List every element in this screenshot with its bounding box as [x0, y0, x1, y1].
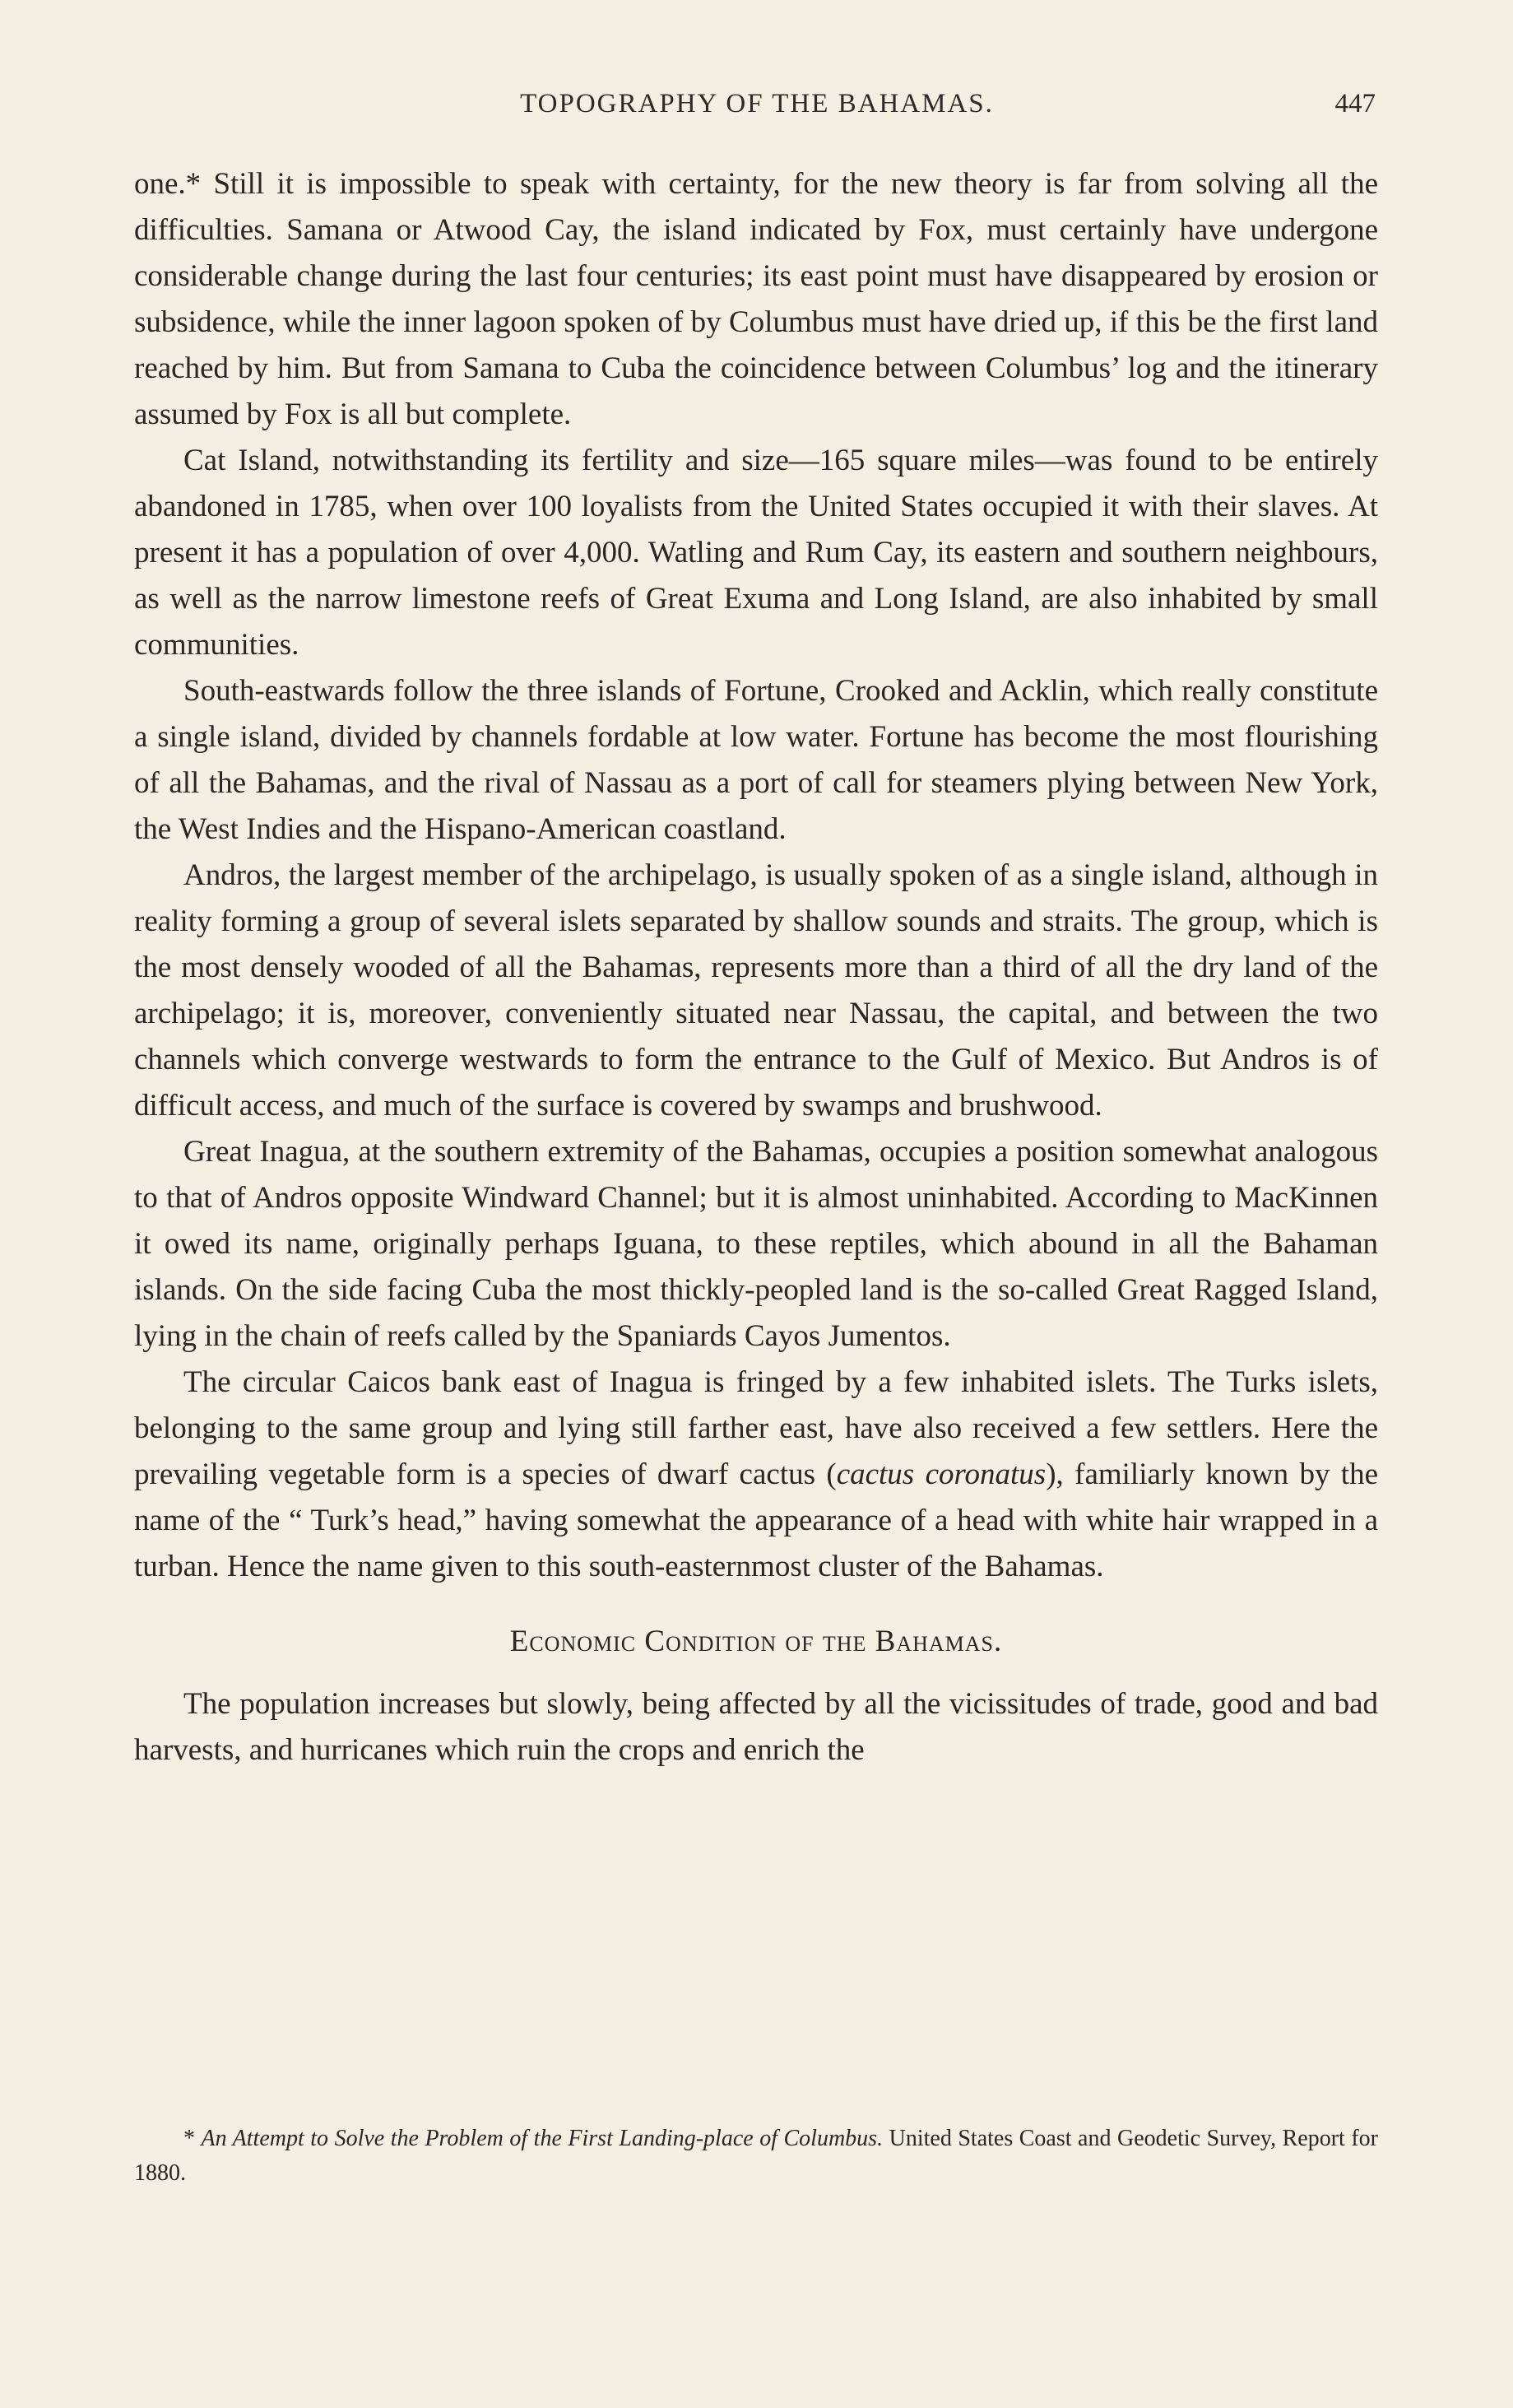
paragraph-6-before: The circular Caicos bank east of Inagua is fringed by a few inhabited islets. The Turks islets, belonging to the same group and lying still farther east, have also received a few settlers. Here the prevailing vegetable form is a species of dwarf cactus ( [134, 1365, 1378, 1491]
running-header [132, 89, 1382, 125]
paragraph-3: South-eastwards follow the three islands of Fortune, Crooked and Acklin, which really constitute a single island, divided by channels fordable at low water. Fortune has become the most flourishing of all the Bahamas, and the rival of Nassau as a port of call for steamers plying between New York, the West Indies and the Hispano-American coastland. [134, 674, 1378, 846]
paragraph-4: Andros, the largest member of the archipelago, is usually spoken of as a single island, although in reality forming a group of several islets separated by shallow sounds and straits. The group, which is the most densely wooded of all the Bahamas, represents more than a third of all the dry land of the archipelago; it is, moreover, conveniently situated near Nassau, the capital, and between the two channels which converge westwards to form the entrance to the Gulf of Mexico. But Andros is of difficult access, and much of the surface is covered by swamps and brushwood. [134, 858, 1378, 1123]
section-heading: Economic Condition of the Bahamas. [509, 1625, 1003, 1658]
paragraph-1: one.* Still it is impossible to speak with certainty, for the new theory is far from solving all the difficulties. Samana or Atwood Cay, the island indicated by Fox, must certainly have undergone considerable change during the last four centuries; its east point must have disappeared by erosion or subsidence, while the inner lagoon spoken of by Columbus must have dried up, if this be the first land reached by him. But from Samana to Cuba the coincidence between Columbus’ log and the itinerary assumed by Fox is all but complete. [134, 167, 1378, 431]
paragraph-6-italic: cactus coronatus [836, 1457, 1047, 1491]
running-title: TOPOGRAPHY OF THE BAHAMAS. [520, 89, 994, 119]
paragraph-2: Cat Island, notwithstanding its fertility and size—165 square miles—was found to be entirely abandoned in 1785, when over 100 loyalists from the United States occupied it with their slaves. At present it has a population of over 4,000. Watling and Rum Cay, its eastern and southern neighbours, as well as the narrow limestone reefs of Great Exuma and Long Island, are also inhabited by small communities. [134, 444, 1378, 662]
main-text [134, 161, 1378, 1773]
footnote-rest: United States Coast and Geodetic Survey, Report for 1880. [134, 2126, 1378, 2186]
footnote-title: An Attempt to Solve the Problem of the First Landing-place of Columbus. [201, 2126, 884, 2151]
section-paragraph: The population increases but slowly, being affected by all the vicissitudes of trade, good and bad harvests, and hurricanes which ruin the crops and enrich the [134, 1687, 1378, 1767]
paragraph-6-after: ), familiarly known by the name of the “ Turk’s head,” having somewhat the appearance of a head with white hair wrapped in a turban. Hence the name given to this south-easternmost cluster of the Bahamas. [134, 1457, 1378, 1583]
paragraph-5: Great Inagua, at the southern extremity of the Bahamas, occupies a position somewhat analogous to that of Andros opposite Windward Channel; but it is almost uninhabited. According to MacKinnen it owed its name, originally perhaps Iguana, to these reptiles, which abound in all the Bahaman islands. On the side facing Cuba the most thickly-peopled land is the so-called Great Ragged Island, lying in the chain of reefs called by the Spaniards Cayos Jumentos. [134, 1135, 1378, 1353]
paragraph-6 [134, 1360, 1378, 1590]
footnote-marker: * [183, 2126, 202, 2151]
page-number: 447 [1334, 89, 1376, 119]
footnote [134, 2122, 1378, 2191]
